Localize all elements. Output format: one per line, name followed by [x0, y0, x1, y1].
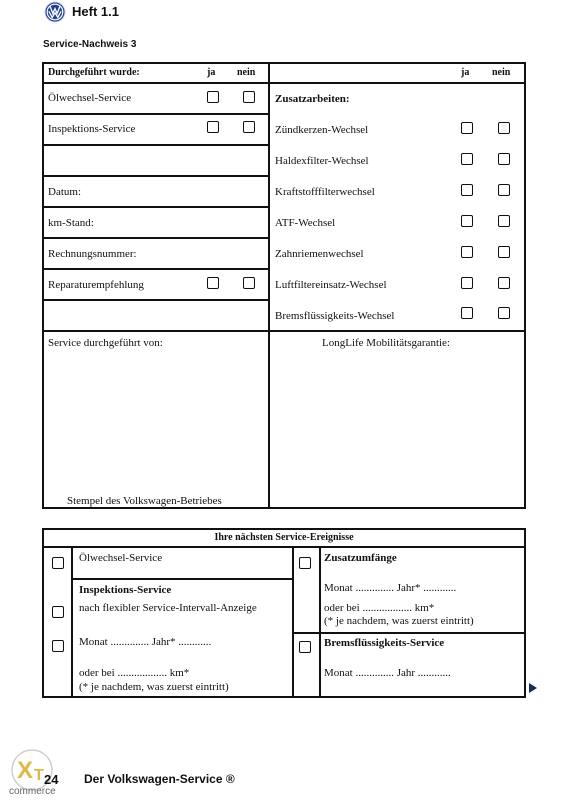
next-inspection-title: Inspektions-Service	[79, 584, 172, 596]
mileage-label: km-Stand:	[48, 217, 94, 229]
row-inspection-service	[44, 115, 268, 146]
checkbox-no[interactable]	[498, 122, 510, 134]
extra-work-heading: Zusatzarbeiten:	[275, 93, 350, 105]
checkbox-next-inspection[interactable]	[52, 606, 64, 618]
next-inspection-month-year[interactable]: Monat .............. Jahr* ............	[79, 636, 212, 648]
next-extra-title: Zusatzumfänge	[324, 552, 397, 564]
extra-work-label: Zündkerzen-Wechsel	[275, 124, 369, 136]
checkbox-no[interactable]	[498, 215, 510, 227]
service-record-right	[270, 62, 526, 509]
row-blank	[44, 146, 268, 177]
extra-work-row	[270, 177, 524, 208]
checkbox-next-inspection-date[interactable]	[52, 640, 64, 652]
next-brake-month-year[interactable]: Monat .............. Jahr ............	[324, 667, 451, 679]
extra-work-row	[270, 146, 524, 177]
checkbox-yes[interactable]	[461, 215, 473, 227]
svg-text:X: X	[17, 757, 34, 784]
divider	[71, 548, 73, 696]
next-inspection-subtitle: nach flexibler Service-Intervall-Anzeige	[79, 602, 257, 614]
checkbox-oil-no[interactable]	[243, 91, 255, 103]
booklet-title: Heft 1.1	[72, 4, 119, 19]
checkbox-no[interactable]	[498, 277, 510, 289]
row-label: Reparaturempfehlung	[48, 279, 144, 291]
service-by-label: Service durchgeführt von:	[48, 337, 163, 349]
extra-work-label: ATF-Wechsel	[275, 217, 336, 229]
extra-work-label: Zahnriemenwechsel	[275, 248, 364, 260]
next-brake-title: Bremsflüssigkeits-Service	[324, 637, 445, 649]
col-yes-label: ja	[207, 67, 216, 78]
checkbox-yes[interactable]	[461, 246, 473, 258]
checkbox-yes[interactable]	[461, 307, 473, 319]
extra-work-label: Luftfiltereinsatz-Wechsel	[275, 279, 387, 291]
next-oil-label: Ölwechsel-Service	[79, 552, 163, 564]
footer-title: Der Volkswagen-Service ®	[84, 772, 235, 786]
service-record-left	[42, 62, 270, 509]
next-extra-month-year[interactable]: Monat .............. Jahr* ............	[324, 582, 457, 594]
checkbox-yes[interactable]	[461, 122, 473, 134]
logo-text: commerce	[9, 786, 56, 796]
right-header-row	[270, 64, 524, 84]
divider	[292, 548, 294, 696]
col-yes-label: ja	[461, 67, 470, 78]
checkbox-repair-yes[interactable]	[207, 277, 219, 289]
invoice-label: Rechnungsnummer:	[48, 248, 137, 260]
col-no-label: nein	[237, 67, 256, 78]
longlife-label: LongLife Mobilitätsgarantie:	[322, 337, 450, 349]
checkbox-next-extra[interactable]	[299, 557, 311, 569]
extra-work-row	[270, 270, 524, 301]
next-extra-note: (* je nachdem, was zuerst eintritt)	[324, 615, 474, 627]
next-inspection-note: (* je nachdem, was zuerst eintritt)	[79, 681, 229, 693]
xt-commerce-logo	[6, 748, 72, 796]
divider	[292, 632, 524, 634]
checkbox-no[interactable]	[498, 307, 510, 319]
vw-logo	[44, 1, 66, 23]
dealer-stamp-label: Stempel des Volkswagen-Betriebes	[67, 495, 222, 507]
row-repair-recommendation	[44, 270, 268, 301]
extra-work-label: Bremsflüssigkeits-Wechsel	[275, 310, 395, 322]
divider	[319, 548, 321, 696]
checkbox-no[interactable]	[498, 246, 510, 258]
next-service-title: Ihre nächsten Service-Ereignisse	[44, 530, 524, 548]
checkbox-inspection-no[interactable]	[243, 121, 255, 133]
extra-work-label: Kraftstofffilterwechsel	[275, 186, 375, 198]
next-inspection-km[interactable]: oder bei .................. km*	[79, 667, 190, 679]
row-blank	[44, 301, 268, 332]
checkbox-oil-yes[interactable]	[207, 91, 219, 103]
svg-text:T: T	[34, 767, 44, 784]
extra-work-row	[270, 115, 524, 146]
next-service-events	[42, 528, 526, 698]
next-page-arrow-icon[interactable]	[529, 683, 537, 693]
next-extra-km[interactable]: oder bei .................. km*	[324, 602, 435, 614]
page-number: 24	[44, 772, 59, 787]
col-no-label: nein	[492, 67, 511, 78]
extra-work-row	[270, 301, 524, 332]
checkbox-inspection-yes[interactable]	[207, 121, 219, 133]
checkbox-yes[interactable]	[461, 184, 473, 196]
checkbox-next-oil[interactable]	[52, 557, 64, 569]
checkbox-no[interactable]	[498, 153, 510, 165]
checkbox-no[interactable]	[498, 184, 510, 196]
extra-work-row	[270, 208, 524, 239]
row-label: Ölwechsel-Service	[48, 92, 132, 104]
left-header-row	[44, 64, 268, 84]
divider	[71, 578, 292, 580]
checkbox-repair-no[interactable]	[243, 277, 255, 289]
row-oil-service	[44, 84, 268, 115]
checkbox-next-brake[interactable]	[299, 641, 311, 653]
row-mileage[interactable]	[44, 208, 268, 239]
extra-work-label: Haldexfilter-Wechsel	[275, 155, 369, 167]
row-label: Inspektions-Service	[48, 123, 136, 135]
row-date[interactable]	[44, 177, 268, 208]
checkbox-yes[interactable]	[461, 277, 473, 289]
left-header-label: Durchgeführt wurde:	[48, 67, 140, 78]
date-label: Datum:	[48, 186, 81, 198]
section-title: Service-Nachweis 3	[43, 39, 137, 50]
row-invoice[interactable]	[44, 239, 268, 270]
extra-work-row	[270, 239, 524, 270]
checkbox-yes[interactable]	[461, 153, 473, 165]
